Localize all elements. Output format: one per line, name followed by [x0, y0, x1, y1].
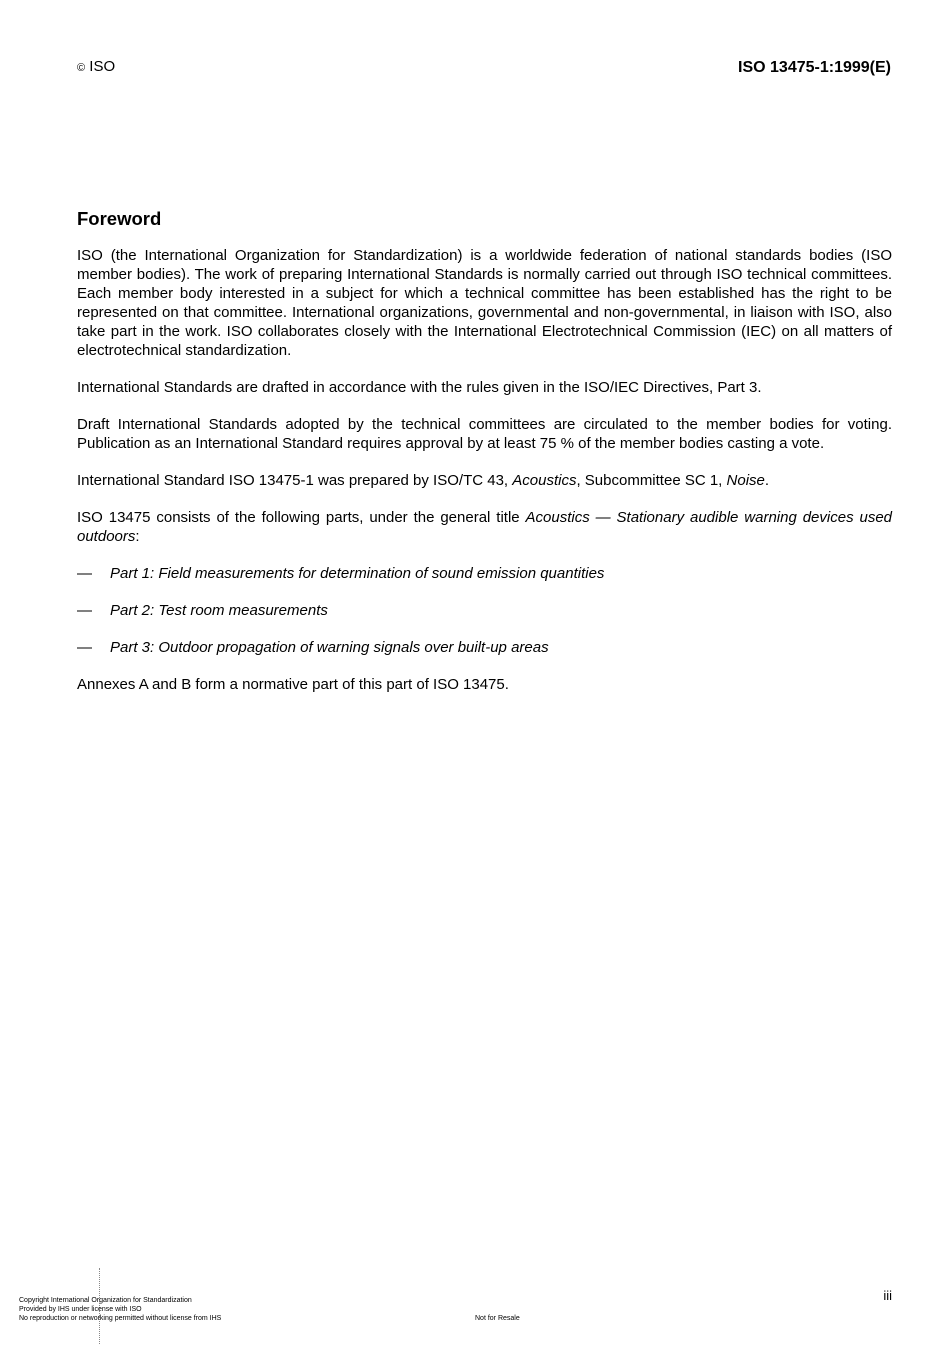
foreword-section [77, 208, 892, 712]
footer-line: No reproduction or networking permitted without license from IHS [19, 1315, 222, 1322]
footer-license [19, 1296, 221, 1323]
part-title: Part 2: Test room measurements [110, 602, 328, 619]
paragraph-prepared-by [77, 471, 892, 490]
italic-run: Acoustics — Stationary audible warning devices used outdoors [77, 509, 892, 545]
list-item [77, 601, 892, 620]
footer-not-for-resale: Not for Resale [475, 1315, 520, 1322]
italic-run: Noise [726, 472, 765, 489]
text-run: ISO 13475 consists of the following parts, under the general title [77, 509, 526, 526]
section-title: Foreword [77, 208, 162, 229]
text-run: : [135, 528, 140, 545]
footer-line: Provided by IHS under license with ISO [19, 1306, 142, 1313]
italic-run: Acoustics [512, 472, 577, 489]
copyright-symbol: © [77, 62, 86, 74]
list-item [77, 564, 892, 583]
footer-line: Copyright International Organization for Standardization [19, 1297, 192, 1304]
text-run: , Subcommittee SC 1, [576, 472, 727, 489]
paragraph-directives: International Standards are drafted in accordance with the rules given in the ISO/IEC Directives, Part 3. [77, 379, 762, 396]
copyright-org: ISO [89, 58, 116, 75]
text-run: International Standard ISO 13475-1 was prepared by ISO/TC 43, [77, 472, 513, 489]
paragraph-iso-intro: ISO (the International Organization for Standardization) is a worldwide federation of national standards bodies (ISO member bodies). The work of preparing International Standards is normally carried out through ISO technical committees. Each member body interested in a subject for which a technical committee has been established has the right to be represented on that committee. International organizations, governmental and non-governmental, in liaison with ISO, also take part in the work. ISO collaborates closely with the International Electrotechnical Commission (IEC) on all matters of electrotechnical standardization. [77, 247, 892, 359]
page-number: iii [883, 1288, 892, 1303]
paragraph-annexes: Annexes A and B form a normative part of this part of ISO 13475. [77, 676, 509, 693]
paragraph-draft-standards: Draft International Standards adopted by the technical committees are circulated to the member bodies for voting. Publication as an International Standard requires approval by at least 75 % of the member bodies casting a vote. [77, 416, 892, 452]
dash-bullet: — [77, 602, 92, 619]
part-title: Part 1: Field measurements for determination of sound emission quantities [110, 565, 605, 582]
header-copyright [77, 58, 115, 75]
dash-bullet: — [77, 565, 92, 582]
list-item [77, 638, 892, 657]
paragraph-parts-intro [77, 508, 892, 546]
dash-bullet: — [77, 639, 92, 656]
text-run: . [764, 472, 770, 489]
document-id: ISO 13475-1:1999(E) [738, 59, 891, 76]
part-title: Part 3: Outdoor propagation of warning signals over built-up areas [110, 639, 549, 656]
